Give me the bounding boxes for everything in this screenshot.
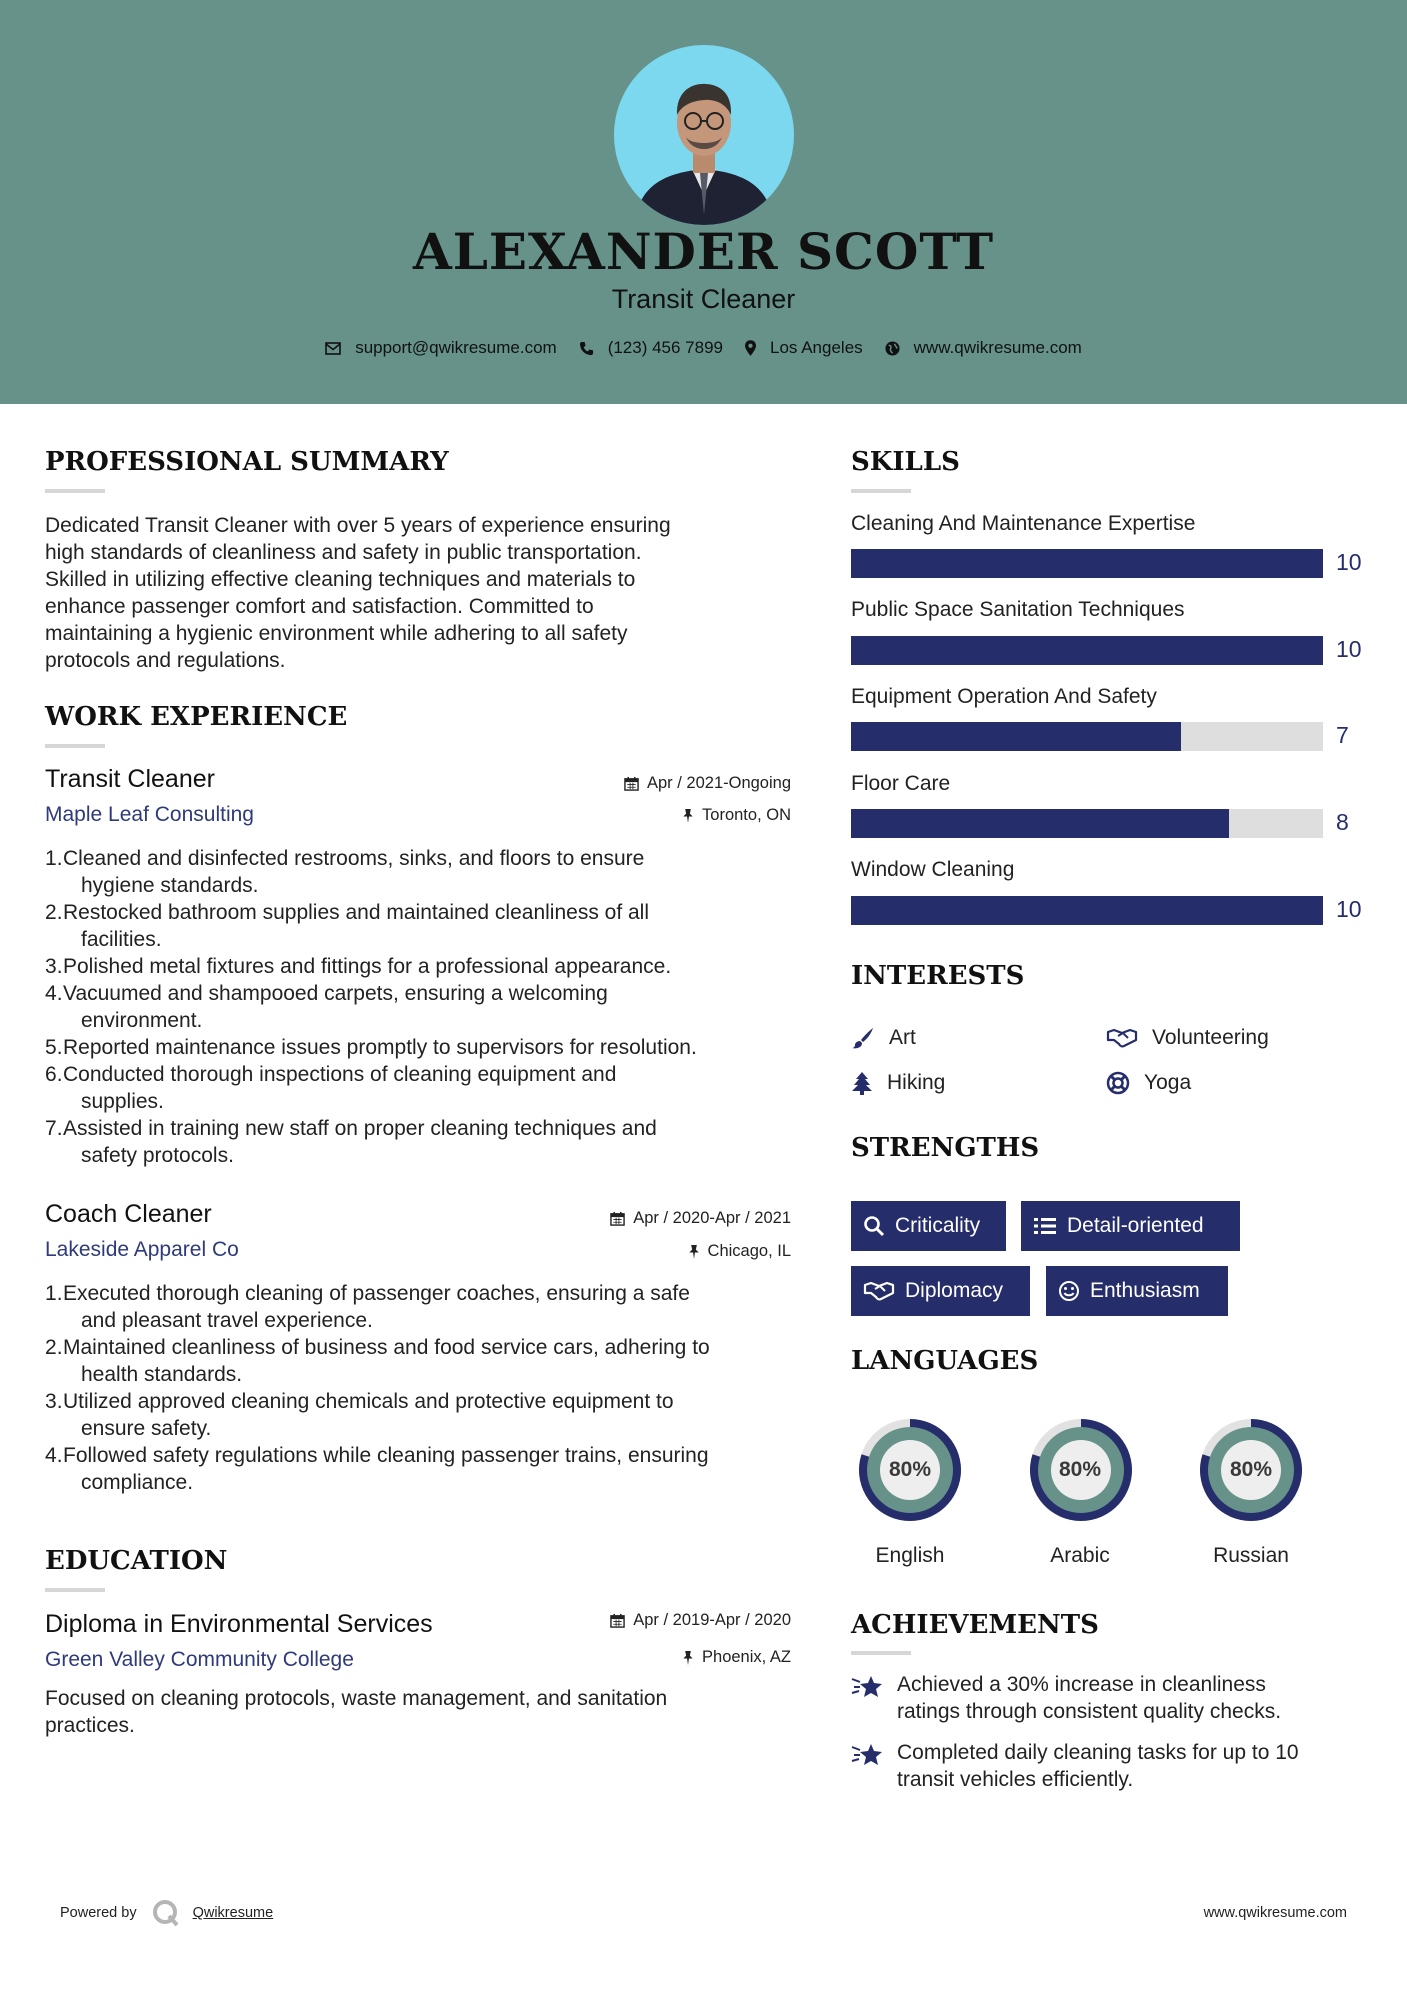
language-percent: 80% — [1229, 1458, 1273, 1481]
duty-item — [63, 1280, 833, 1334]
handshake-icon — [1106, 1027, 1138, 1049]
pushpin-icon — [688, 1244, 700, 1259]
summary-line: enhance passenger comfort and satisfaction. Committed to — [45, 595, 594, 618]
skill-bar — [851, 549, 1323, 578]
interest-item — [851, 1071, 945, 1095]
duty-line: health standards. — [81, 1363, 243, 1386]
job-title: Transit Cleaner — [45, 765, 215, 793]
footer-website[interactable]: www.qwikresume.com — [1203, 1905, 1347, 1921]
duty-line: Utilized approved cleaning chemicals and protective equipment to — [63, 1390, 674, 1413]
skill-value: 10 — [1336, 896, 1362, 922]
summary-text — [45, 512, 805, 674]
job-date — [624, 774, 791, 793]
brand-link[interactable]: Qwikresume — [192, 1905, 274, 1921]
calendar-icon — [624, 776, 639, 791]
education-title: EDUCATION — [45, 1546, 228, 1576]
calendar-icon — [610, 1613, 625, 1628]
strength-tag — [1046, 1266, 1228, 1316]
skill-bar-fill — [851, 549, 1323, 578]
duty-item — [63, 1334, 833, 1388]
interests-title: INTERESTS — [851, 961, 1025, 991]
strength-tag — [851, 1201, 1006, 1251]
strength-tag — [1021, 1201, 1240, 1251]
life-ring-icon — [1106, 1071, 1130, 1095]
duty-item — [63, 899, 823, 953]
contact-phone[interactable] — [579, 338, 723, 358]
duty-line: ensure safety. — [81, 1417, 212, 1440]
duty-line: Reported maintenance issues promptly to supervisors for resolution. — [63, 1036, 697, 1059]
job-location — [682, 806, 791, 825]
achievements-title: ACHIEVEMENTS — [851, 1610, 1099, 1640]
paint-brush-icon — [851, 1026, 875, 1050]
duty-item — [63, 1442, 833, 1496]
company-name: Maple Leaf Consulting — [45, 803, 254, 826]
duty-line: facilities. — [81, 928, 162, 951]
duty-line: safety protocols. — [81, 1144, 234, 1167]
skills-divider — [851, 489, 911, 493]
interest-item — [851, 1026, 916, 1050]
skill-bar-fill — [851, 896, 1323, 925]
achievement-text — [897, 1739, 1367, 1793]
language-name: Russian — [1213, 1544, 1289, 1567]
profile-photo — [614, 45, 794, 225]
language-percent: 80% — [1058, 1458, 1102, 1481]
skill-bar-fill — [851, 809, 1229, 838]
envelope-icon — [325, 342, 341, 355]
skills-title: SKILLS — [851, 447, 960, 477]
duty-line: and pleasant travel experience. — [81, 1309, 373, 1332]
job-date-text: Apr / 2021-Ongoing — [646, 774, 791, 792]
contact-phone-text: (123) 456 7899 — [607, 338, 724, 357]
smile-icon — [1058, 1280, 1080, 1302]
achievement-line: Achieved a 30% increase in cleanliness — [897, 1673, 1266, 1696]
skill-label: Floor Care — [851, 772, 951, 795]
shooting-star-icon — [851, 1673, 885, 1701]
contact-location — [745, 338, 863, 358]
strength-tag — [851, 1266, 1030, 1316]
duty-line: Maintained cleanliness of business and food service cars, adhering to — [63, 1336, 710, 1359]
skill-bar-fill — [851, 636, 1323, 665]
pushpin-icon — [682, 1650, 694, 1665]
duty-list — [45, 845, 823, 1169]
duty-line: hygiene standards. — [81, 874, 259, 897]
language-name: Arabic — [1050, 1544, 1110, 1567]
summary-line: Skilled in utilizing effective cleaning techniques and materials to — [45, 568, 636, 591]
achievement-item — [851, 1739, 1367, 1793]
duty-item — [63, 980, 823, 1034]
interest-item — [1106, 1026, 1269, 1050]
interest-item — [1106, 1071, 1191, 1095]
school-name: Green Valley Community College — [45, 1648, 354, 1671]
contact-location-text: Los Angeles — [770, 338, 863, 357]
tree-icon — [851, 1071, 873, 1095]
globe-icon — [885, 341, 900, 356]
qwikresume-logo-icon — [151, 1898, 181, 1928]
phone-icon — [579, 341, 594, 356]
duty-line: Followed safety regulations while cleaning passenger trains, ensuring — [63, 1444, 709, 1467]
summary-line: Dedicated Transit Cleaner with over 5 years of experience ensuring — [45, 514, 671, 537]
experience-title: WORK EXPERIENCE — [45, 702, 348, 732]
duty-line: Polished metal fixtures and fittings for a professional appearance. — [63, 955, 672, 978]
summary-divider — [45, 489, 105, 493]
achievement-line: transit vehicles efficiently. — [897, 1768, 1134, 1791]
pushpin-icon — [682, 808, 694, 823]
summary-line: high standards of cleanliness and safety in public transportation. — [45, 541, 642, 564]
contact-website[interactable] — [885, 338, 1082, 358]
person-portrait-icon — [614, 45, 794, 225]
calendar-icon — [610, 1211, 625, 1226]
job-date-text: Apr / 2020-Apr / 2021 — [633, 1209, 791, 1227]
handshake-icon — [863, 1280, 895, 1302]
duty-item — [63, 1388, 833, 1442]
duty-item — [63, 1034, 823, 1061]
summary-line: protocols and regulations. — [45, 649, 286, 672]
shooting-star-icon — [851, 1741, 885, 1769]
candidate-name: ALEXANDER SCOTT — [412, 222, 995, 281]
degree-title: Diploma in Environmental Services — [45, 1610, 433, 1638]
duty-item — [63, 1061, 823, 1115]
job-title: Coach Cleaner — [45, 1200, 212, 1228]
interest-label: Volunteering — [1152, 1026, 1269, 1049]
experience-divider — [45, 744, 105, 748]
skill-label: Equipment Operation And Safety — [851, 685, 1157, 708]
candidate-role: Transit Cleaner — [611, 284, 796, 314]
education-divider — [45, 1588, 105, 1592]
duty-line: Cleaned and disinfected restrooms, sinks, and floors to ensure — [63, 847, 645, 870]
strength-label: Criticality — [895, 1214, 981, 1237]
skill-label: Cleaning And Maintenance Expertise — [851, 512, 1196, 535]
job-date — [610, 1209, 791, 1228]
contact-email-text: support@qwikresume.com — [355, 338, 557, 357]
duty-line: Vacuumed and shampooed carpets, ensuring a welcoming — [63, 982, 608, 1005]
resume-header — [0, 0, 1407, 404]
interest-label: Hiking — [887, 1071, 946, 1094]
skill-bar-fill — [851, 722, 1181, 751]
duty-item — [63, 953, 823, 980]
list-icon — [1033, 1216, 1057, 1236]
education-line: Focused on cleaning protocols, waste management, and sanitation — [45, 1687, 668, 1710]
achievement-line: ratings through consistent quality checks. — [897, 1700, 1282, 1723]
education-location — [682, 1648, 791, 1667]
summary-line: maintaining a hygienic environment while adhering to all safety — [45, 622, 628, 645]
duty-line: environment. — [81, 1009, 203, 1032]
skill-value: 10 — [1336, 636, 1362, 662]
strength-label: Diplomacy — [905, 1279, 1004, 1302]
education-location-text: Phoenix, AZ — [702, 1648, 791, 1666]
languages-title: LANGUAGES — [851, 1346, 1039, 1376]
contact-email[interactable] — [325, 338, 557, 358]
skill-label: Window Cleaning — [851, 858, 1015, 881]
duty-item — [63, 845, 823, 899]
duty-line: Assisted in training new staff on proper cleaning techniques and — [63, 1117, 657, 1140]
strengths-title: STRENGTHS — [851, 1133, 1040, 1163]
skill-value: 7 — [1336, 722, 1349, 748]
education-date-text: Apr / 2019-Apr / 2020 — [633, 1611, 791, 1629]
duty-line: compliance. — [81, 1471, 194, 1494]
interest-label: Yoga — [1144, 1071, 1192, 1094]
map-marker-icon — [745, 340, 756, 356]
achievement-text — [897, 1671, 1367, 1725]
duty-line: supplies. — [81, 1090, 164, 1113]
job-location — [688, 1242, 791, 1261]
achievements-divider — [851, 1651, 911, 1655]
skill-value: 8 — [1336, 809, 1349, 835]
interest-label: Art — [889, 1026, 916, 1049]
strength-label: Enthusiasm — [1090, 1279, 1200, 1302]
education-date — [610, 1611, 791, 1630]
duty-line: Restocked bathroom supplies and maintained cleanliness of all — [63, 901, 650, 924]
skill-bar — [851, 636, 1323, 665]
skill-bar — [851, 896, 1323, 925]
duty-line: Conducted thorough inspections of cleaning equipment and — [63, 1063, 617, 1086]
search-icon — [863, 1215, 885, 1237]
job-location-text: Toronto, ON — [702, 806, 791, 824]
powered-by-text: Powered by — [60, 1905, 137, 1921]
language-name: English — [875, 1544, 945, 1567]
education-line: practices. — [45, 1714, 135, 1737]
skill-label: Public Space Sanitation Techniques — [851, 598, 1185, 621]
education-description — [45, 1685, 805, 1739]
footer-powered-by — [60, 1898, 273, 1928]
duty-line: Executed thorough cleaning of passenger coaches, ensuring a safe — [63, 1282, 690, 1305]
language-percent: 80% — [888, 1458, 932, 1481]
strength-label: Detail-oriented — [1067, 1214, 1204, 1237]
contact-website-text: www.qwikresume.com — [913, 338, 1082, 357]
achievement-line: Completed daily cleaning tasks for up to 10 — [897, 1741, 1299, 1764]
company-name: Lakeside Apparel Co — [45, 1238, 239, 1261]
contact-bar — [0, 338, 1407, 358]
achievement-item — [851, 1671, 1367, 1725]
skill-value: 10 — [1336, 549, 1362, 575]
duty-item — [63, 1115, 823, 1169]
job-location-text: Chicago, IL — [707, 1242, 791, 1260]
skill-bar — [851, 809, 1323, 838]
skill-bar — [851, 722, 1323, 751]
summary-title: PROFESSIONAL SUMMARY — [45, 447, 449, 477]
duty-list — [45, 1280, 833, 1496]
